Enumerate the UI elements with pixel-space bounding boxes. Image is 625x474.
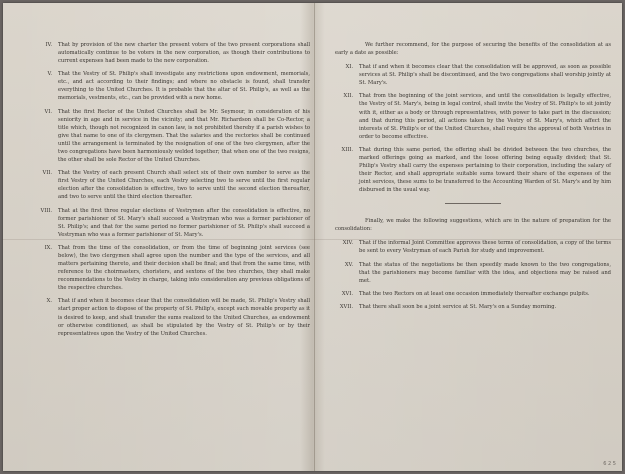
document-sheet — [3, 3, 622, 471]
clause-number: XI. — [345, 64, 353, 71]
clause-number: XVII. — [339, 304, 353, 311]
clause-item — [34, 169, 310, 201]
clause-item — [335, 92, 611, 140]
clause-text: That at the first three regular elections of Vestrymen after the consolidation is effective, no former parishioner of St. Mary's shall succeed a Vestryman who was a former parishioner of St. Philip's; and that for the same period no former parishioner of St. Philip's shall succeed a Vestryman who was a former parishioner of St. Mary's. — [58, 207, 310, 238]
clause-item — [34, 70, 310, 102]
clause-number: IV. — [45, 42, 52, 48]
recommendation-intro: We further recommend, for the purpose of securing the benefits of the consolidation at as early a date as possible: — [335, 42, 611, 57]
clause-text: That the status of the negotiations be then speedily made known to the two congregations, that the parishioners may become familiar with the idea, and objections may be raised and met. — [359, 261, 611, 284]
clause-item — [335, 63, 611, 87]
left-column — [34, 41, 310, 343]
clause-text: That from the beginning of the joint services, and until the consolidation is legally effective, the Vestry of St. Mary's, being in legal control, shall invite the Vestry of St. Philip's to sit jointly with it, either as a body or through representatives, with power to take part in the discussion; and that during this period, all actions taken by the Vestry of St. Mary's, which affect the interests of St. Philip's or of the United Churches, shall require the approval of both Vestries in order to become effective. — [359, 93, 611, 140]
clause-text: That during this same period, the offering shall be divided between the two churches, the marked offerings going as marked, and the loose offering being equally divided; that St. Philip's Vestry shall carry the expenses pertaining to their corporation, including the salary of their Rector, and shall appropriate suitable sums toward their share of the expenses of the joint services, these sums to be transferred to the Accounting Warden of St. Mary's and by him disbursed in the usual way. — [359, 146, 611, 194]
clause-item — [335, 146, 611, 194]
clause-number: XIV. — [342, 240, 353, 247]
right-column — [335, 41, 611, 316]
clause-number: XII. — [343, 93, 353, 100]
section-divider — [445, 203, 501, 204]
clause-text: That by provision of the new charter the present voters of the two present corporations shall automatically continue to be voters in the new corporation, as though their contributions to current expenses had been made to the new corporation. — [58, 42, 310, 65]
clause-text: That the Vestry of each present Church shall select six of their own number to serve as the first Vestry of the United Churches, each Vestry selecting two to serve until the first regular election after the consolidation is effective, two to serve until the second election thereafter, and two to serve until the third election thereafter. — [58, 170, 310, 201]
clause-number: VI. — [44, 108, 52, 115]
clause-number: V. — [47, 71, 52, 78]
clause-text: That if and when it becomes clear that the consolidation will be approved, as soon as possible services at St. Philip's shall be discontinued, and the two congregations shall worship jointly at St. Mary's. — [359, 64, 611, 87]
clause-number: IX. — [44, 244, 52, 251]
clause-item — [34, 297, 310, 337]
clause-number: XV. — [344, 261, 353, 268]
suggestions-intro: Finally, we make the following suggestions, which are in the nature of preparation for the consolidation: — [335, 218, 611, 233]
clause-text: That from the time of the consolidation, or from the time of beginning joint services (see below), the two clergymen shall agree upon the number and the type of the services, and all matters pertaining thereto, and their decision shall be final; and that from the same time, with reference to the choirmasters, choristers, and sextons of the two churches, they shall make recommendations to the Vestry in charge, taking into consideration any previous obligations of the respective churches. — [58, 244, 310, 292]
clause-number: XIII. — [341, 146, 353, 153]
clause-text: That if and when it becomes clear that the consolidation will be made, St. Philip's Vestry shall start proper action to dispose of the property of St. Philip's, except such movable property as it is desired to keep, and shall transfer the sums realized to the United Churches, as endowment or otherwise conditioned, as shall be stipulated by the Vestry of St. Philip's or by their representatives upon the Vestry of the United Churches. — [58, 298, 310, 337]
clause-item — [335, 239, 611, 255]
clause-number: X. — [46, 298, 52, 305]
clause-item — [335, 290, 611, 298]
clause-text: That the two Rectors on at least one occasion immediately thereafter exchange pulpits. — [359, 290, 590, 297]
clause-number: XVI. — [341, 290, 353, 297]
clause-text: That the first Rector of the United Churches shall be Mr. Seymour, in consideration of his seniority in age and in service in the vicinity; and that Mr. Richardson shall be Co-Rector, a title which, though not recognized in canon law, is not prohibited thereby if a parish wishes to give that name to one of its clergymen. That the salaries and the rectories shall be continued until the arrangement is terminated by the resignation of one of the two clergymen, after the two congregations have been harmoniously welded together; that when one of the two resigns, the other shall be sole Rector of the United Churches. — [58, 108, 310, 163]
clause-item — [335, 303, 611, 311]
clause-text: That there shall soon be a joint service at St. Mary's on a Sunday morning. — [359, 304, 557, 311]
clause-number: VII. — [42, 170, 52, 177]
clause-item — [34, 108, 310, 164]
clause-text: That the Vestry of St. Philip's shall investigate any restrictions upon endowment, memorials, etc., and act according to their findings; and where no obstacle is found, shall transfer everything to the United Churches. It is probable that the altar of St. Philip's, as well as the memorials, vestments, etc., can be provided with a new home. — [58, 71, 310, 102]
clause-number: VIII. — [40, 207, 52, 214]
vertical-fold-line — [314, 3, 315, 471]
clause-item — [34, 41, 310, 65]
corner-mark: 6 2 5 — [603, 461, 616, 467]
clause-item — [335, 261, 611, 285]
clause-item — [34, 207, 310, 239]
clause-text: That if the informal Joint Committee approves these terms of consolidation, a copy of the terms be sent to every Vestryman of each Parish for study and improvement. — [359, 240, 611, 255]
clause-item — [34, 244, 310, 292]
